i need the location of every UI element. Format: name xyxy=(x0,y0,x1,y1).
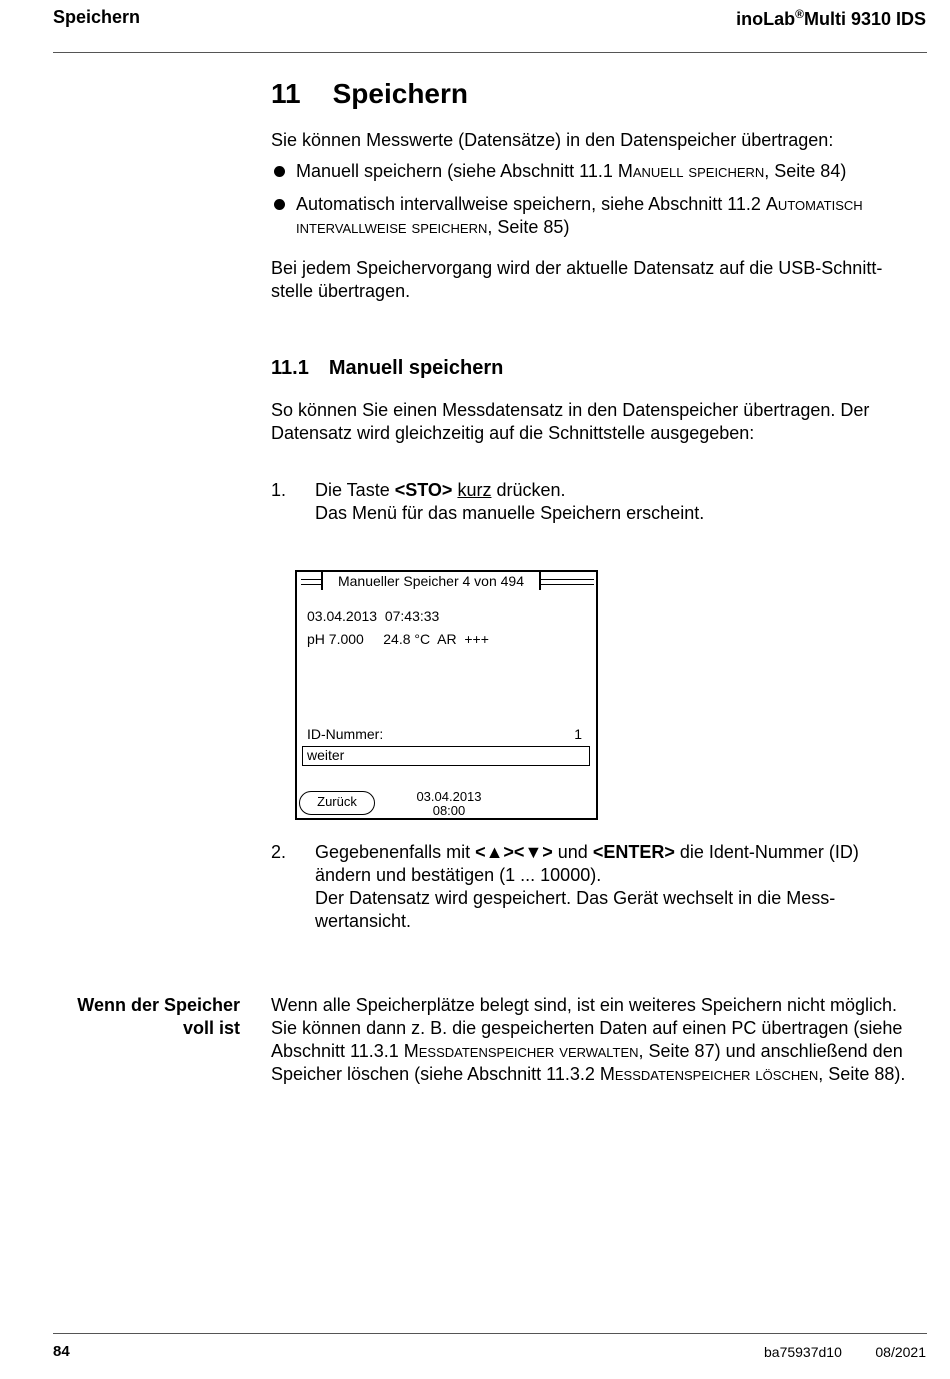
document-date: 08/2021 xyxy=(875,1344,926,1360)
step-number: 2. xyxy=(271,842,287,862)
chapter-intro: Sie können Messwerte (Datensätze) in den Datenspeicher übertragen: xyxy=(271,130,834,150)
step-result: Das Menü für das manuelle Speichern erscheint. xyxy=(315,503,705,523)
chapter-heading xyxy=(271,78,468,110)
bullet-dot xyxy=(274,199,285,210)
step-instruction: Die Taste <STO> kurz drücken. xyxy=(315,480,566,500)
key-arrows: <▲><▼> xyxy=(475,842,553,862)
chapter-title: Speichern xyxy=(332,78,468,109)
page-number: 84 xyxy=(53,1343,70,1360)
cross-reference: Manuell speichern xyxy=(617,161,765,181)
footer-rule xyxy=(53,1333,927,1334)
cross-reference: Messdatenspeicher verwalten xyxy=(403,1041,639,1061)
step-instruction: Gegebenenfalls mit <▲><▼> und <ENTER> die Ident-Nummer (ID) ändern und bestätigen (1 ... 10000). xyxy=(315,842,859,885)
emphasis-short: kurz xyxy=(457,480,492,500)
device-display xyxy=(295,570,598,820)
usb-note: Bei jedem Speichervorgang wird der aktuelle Datensatz auf die USB-Schnitt-stelle übertragen. xyxy=(271,258,883,301)
section-heading xyxy=(271,357,503,380)
id-value: 1 xyxy=(574,726,582,742)
section-number: 11.1 xyxy=(271,357,309,379)
bullet-dot xyxy=(274,166,285,177)
memory-full-text: Wenn alle Speicherplätze belegt sind, ist ein weiteres Speichern nicht möglich. Sie können dann z. B. die gespeicherten Daten auf einen PC übertragen (siehe Abschnitt 11.3.1 Messdatenspeicher verwalten, Seite 87) und anschließend den Speicher löschen (siehe Abschnitt 11.3.2 Messdatenspeicher löschen, Seite 88). xyxy=(271,995,906,1084)
product-model: Multi 9310 IDS xyxy=(803,9,926,29)
section-intro: So können Sie einen Messdatensatz in den Datenspeicher übertragen. Der Datensatz wird gleichzeitig auf die Schnittstelle ausgegeben: xyxy=(271,400,870,443)
step-result: Der Datensatz wird gespeichert. Das Gerät wechselt in die Mess-wertansicht. xyxy=(315,888,836,931)
cross-reference: Automatisch intervallweise speichern xyxy=(296,194,863,237)
document-id: ba75937d10 xyxy=(764,1344,842,1360)
back-button[interactable]: Zurück xyxy=(299,791,375,815)
running-header-product xyxy=(736,7,926,30)
continue-field[interactable]: weiter xyxy=(302,746,590,766)
display-clock xyxy=(407,790,491,818)
display-reading: pH 7.000 24.8 °C AR +++ xyxy=(307,631,489,647)
header-rule xyxy=(53,52,927,53)
margin-label: Wenn der Speicher voll ist xyxy=(77,995,240,1038)
clock-date: 03.04.2013 xyxy=(416,789,482,804)
display-title: Manueller Speicher 4 von 494 xyxy=(321,572,541,590)
running-header-section: Speichern xyxy=(53,7,141,27)
display-datetime: 03.04.2013 07:43:33 xyxy=(307,608,440,624)
chapter-number: 11 xyxy=(271,78,301,109)
key-sto: <STO> xyxy=(394,480,453,500)
registered-mark: ® xyxy=(795,7,804,21)
title-frame-right xyxy=(541,579,594,585)
product-name: inoLab xyxy=(736,9,796,29)
bullet-item: Manuell speichern (siehe Abschnitt 11.1 Manuell speichern, Seite 84) xyxy=(296,161,847,181)
step-number: 1. xyxy=(271,480,287,500)
key-enter: <ENTER> xyxy=(592,842,675,862)
bullet-item: Automatisch intervallweise speichern, siehe Abschnitt 11.2 Automatisch intervallweise speichern, Seite 85) xyxy=(296,194,863,237)
clock-time: 08:00 xyxy=(432,803,466,818)
id-label: ID-Nummer: xyxy=(307,726,384,742)
section-title: Manuell speichern xyxy=(328,357,504,379)
cross-reference: Messdatenspeicher löschen xyxy=(599,1064,819,1084)
